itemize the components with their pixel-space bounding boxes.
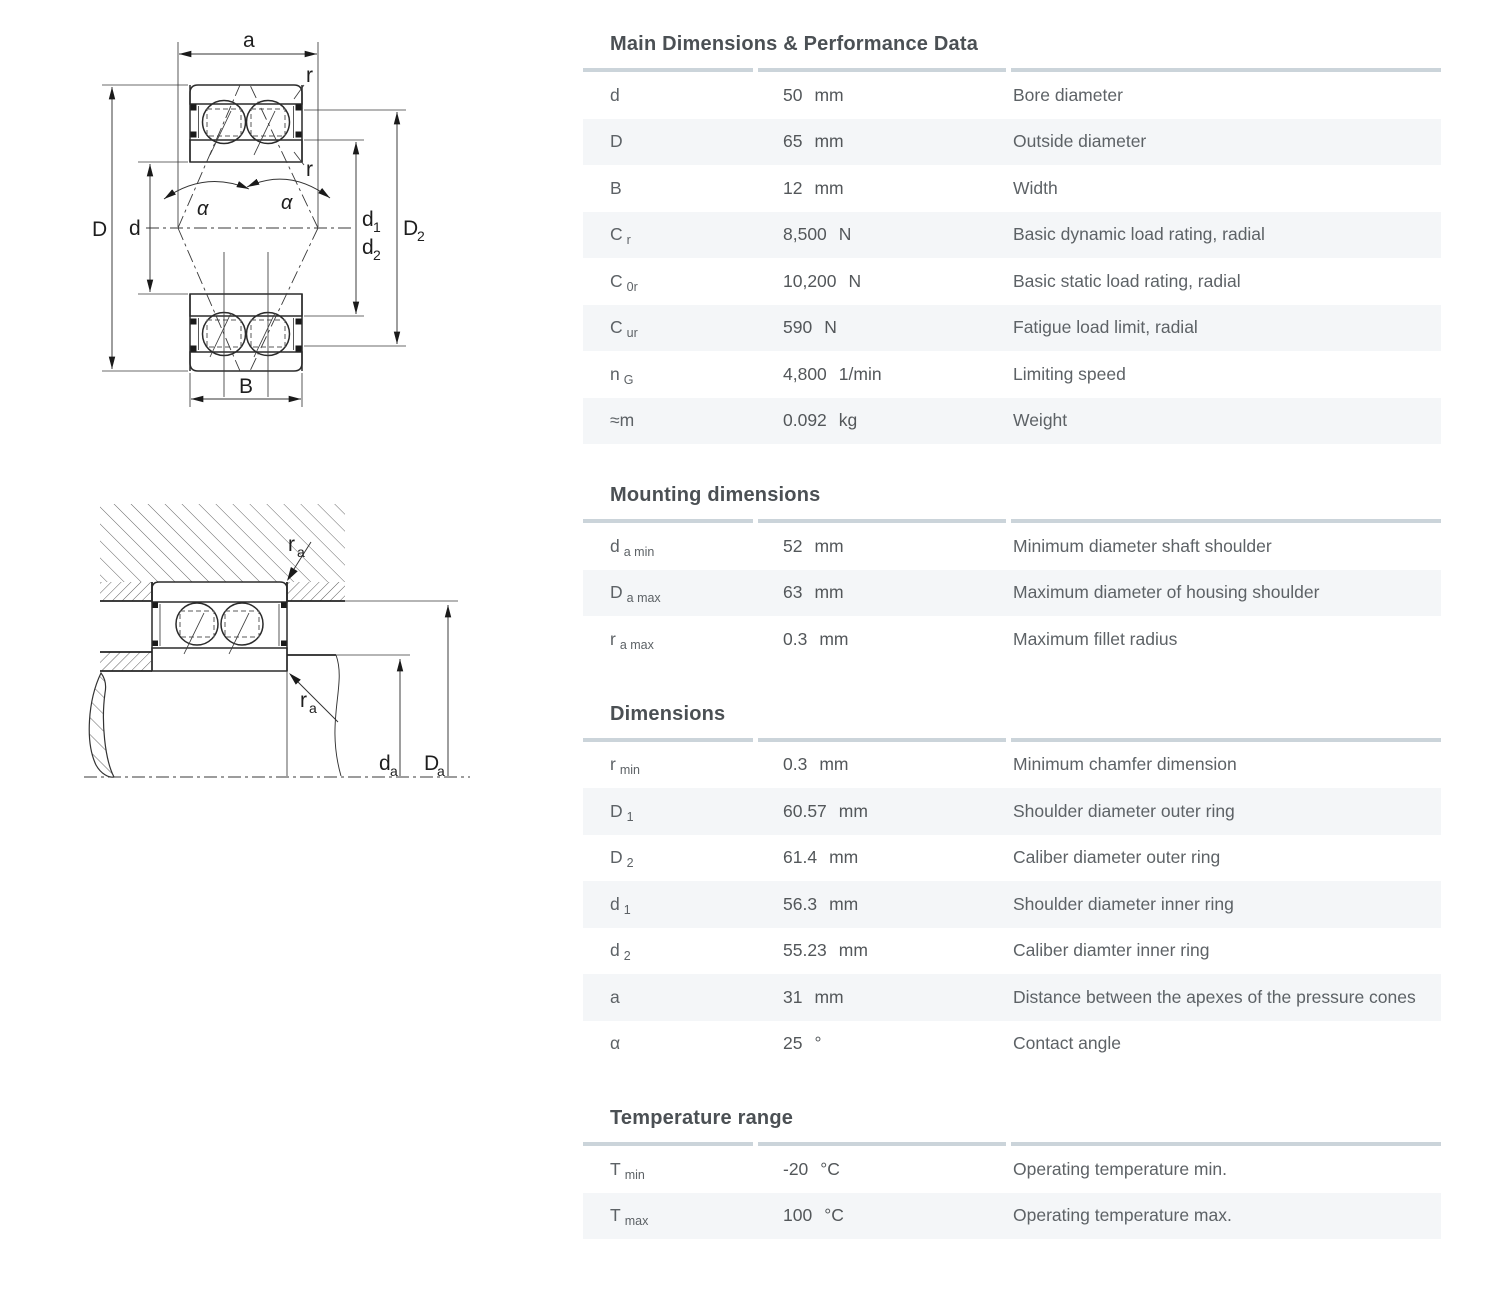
symbol-cell — [583, 847, 755, 871]
value-number: 4,800 — [783, 363, 827, 384]
table-header-rule — [583, 68, 1441, 72]
value-number: -20 — [783, 1158, 809, 1179]
rule-segment — [758, 738, 1006, 742]
value-unit: mm — [814, 177, 844, 198]
symbol-subscript: min — [624, 1167, 645, 1182]
symbol-base: T — [610, 1158, 621, 1179]
housing-shoulder-right — [287, 582, 345, 601]
value-number: 0.092 — [783, 410, 827, 431]
spec-tables — [583, 33, 1441, 1279]
dim-label-a: a — [243, 29, 255, 52]
table-header-rule — [583, 738, 1441, 742]
value-unit: mm — [819, 754, 849, 775]
value-cell — [755, 178, 1008, 199]
section-title: Dimensions — [610, 702, 726, 725]
description-cell: Shoulder diameter outer ring — [1013, 800, 1235, 821]
symbol-base: r — [610, 628, 616, 649]
dim-label-d2-sub: 2 — [373, 247, 381, 263]
value-number: 63 — [783, 582, 803, 603]
value-number: 0.3 — [783, 628, 808, 649]
table-row — [583, 974, 1441, 1021]
shaft-shoulder — [100, 652, 152, 671]
symbol-base: T — [610, 1205, 621, 1226]
value-number: 0.3 — [783, 754, 808, 775]
seal-marks — [153, 603, 287, 647]
value-number: 50 — [783, 84, 803, 105]
symbol-subscript: r — [626, 233, 631, 248]
table-row — [583, 305, 1441, 352]
rule-segment — [1011, 1142, 1441, 1146]
value-number: 65 — [783, 131, 803, 152]
symbol-cell — [583, 271, 755, 292]
description-cell: Shoulder diameter inner ring — [1013, 893, 1234, 914]
dim-label-Da: D — [424, 752, 440, 775]
value-unit: mm — [819, 628, 849, 649]
section-title: Temperature range — [610, 1107, 794, 1129]
symbol-cell — [583, 364, 755, 385]
value-number: 56.3 — [783, 893, 818, 914]
value-cell — [755, 582, 1008, 603]
value-cell — [755, 894, 1008, 915]
value-cell — [755, 224, 1008, 245]
symbol-base: D — [610, 800, 623, 821]
table-row — [583, 570, 1441, 617]
dim-label-D2: D — [403, 217, 419, 240]
symbol-cell — [583, 894, 755, 915]
symbol-cell — [583, 1205, 755, 1229]
value-number: 55.23 — [783, 940, 827, 961]
description-cell: Width — [1013, 177, 1058, 198]
symbol-cell — [583, 940, 755, 964]
value-cell — [755, 536, 1008, 557]
symbol-base: d — [610, 535, 620, 556]
housing-section — [100, 504, 345, 582]
description-cell: Basic static load rating, radial — [1013, 270, 1241, 291]
symbol-cell — [583, 1159, 755, 1180]
dim-label-ra-bottom-sub: a — [309, 700, 317, 716]
symbol-base: C — [610, 270, 623, 291]
table-row — [583, 742, 1441, 789]
description-cell: Outside diameter — [1013, 131, 1147, 152]
value-cell — [755, 364, 1008, 385]
value-unit: 1/min — [838, 363, 882, 384]
symbol-cell — [583, 987, 755, 1008]
dim-label-d2: d — [362, 236, 374, 259]
description-cell: Limiting speed — [1013, 363, 1126, 384]
symbol-cell — [583, 131, 755, 152]
dim-label-d1: d — [362, 208, 374, 231]
value-unit: N — [848, 270, 862, 291]
symbol-base: r — [610, 754, 616, 775]
table-row — [583, 258, 1441, 305]
symbol-cell — [583, 629, 755, 650]
description-cell: Minimum chamfer dimension — [1013, 754, 1237, 775]
value-cell — [755, 629, 1008, 650]
value-cell — [755, 410, 1008, 431]
mounting-dimensions-drawing — [84, 504, 470, 779]
symbol-cell — [583, 317, 755, 341]
table-row — [583, 928, 1441, 975]
spec-section — [583, 33, 1441, 444]
value-unit: kg — [838, 410, 858, 431]
value-unit: mm — [814, 986, 844, 1007]
description-cell: Bore diameter — [1013, 84, 1123, 105]
symbol-cell — [583, 754, 755, 778]
description-cell: Operating temperature min. — [1013, 1158, 1227, 1179]
value-number: 12 — [783, 177, 803, 198]
rule-segment — [758, 68, 1006, 72]
symbol-base: d — [610, 84, 620, 105]
symbol-cell — [583, 582, 755, 606]
table-row — [583, 351, 1441, 398]
symbol-subscript: min — [619, 763, 640, 778]
symbol-subscript: a max — [619, 637, 654, 652]
symbol-subscript: 2 — [623, 949, 631, 964]
value-unit: mm — [814, 131, 844, 152]
spec-section — [583, 703, 1441, 1068]
table-header-rule — [583, 519, 1441, 523]
ball — [247, 101, 290, 144]
section-title: Mounting dimensions — [610, 484, 821, 506]
rule-segment — [583, 68, 753, 72]
value-cell — [755, 1205, 1008, 1226]
value-cell — [755, 801, 1008, 822]
rule-segment — [1011, 738, 1441, 742]
value-unit: N — [838, 224, 852, 245]
description-cell: Maximum diameter of housing shoulder — [1013, 582, 1320, 603]
dim-label-d: d — [129, 217, 141, 240]
dim-label-da: d — [379, 752, 391, 775]
symbol-base: d — [610, 940, 620, 961]
symbol-base: α — [610, 1033, 621, 1054]
value-cell — [755, 85, 1008, 106]
value-unit: ° — [814, 1033, 822, 1054]
table-row — [583, 72, 1441, 119]
value-unit: mm — [829, 847, 859, 868]
value-unit: °C — [820, 1158, 840, 1179]
rule-segment — [758, 519, 1006, 523]
symbol-cell — [583, 85, 755, 106]
table-row — [583, 523, 1441, 570]
value-unit: mm — [829, 893, 859, 914]
bearing-cross-section-drawing — [92, 29, 425, 407]
value-number: 8,500 — [783, 224, 827, 245]
table-rows — [583, 523, 1441, 663]
symbol-cell — [583, 410, 755, 431]
value-cell — [755, 1033, 1008, 1054]
symbol-base: B — [610, 177, 622, 198]
shaft-break-line — [335, 655, 341, 776]
value-number: 61.4 — [783, 847, 818, 868]
symbol-subscript: 2 — [626, 856, 634, 871]
outer-ring-bottom — [190, 352, 302, 371]
symbol-base: C — [610, 224, 623, 245]
description-cell: Fatigue load limit, radial — [1013, 317, 1198, 338]
section-title: Main Dimensions & Performance Data — [610, 33, 979, 55]
value-unit: °C — [824, 1205, 844, 1226]
table-row — [583, 616, 1441, 663]
symbol-cell — [583, 178, 755, 199]
symbol-cell — [583, 536, 755, 557]
symbol-subscript: 0r — [626, 279, 638, 294]
symbol-cell — [583, 224, 755, 248]
value-number: 31 — [783, 986, 803, 1007]
rule-segment — [758, 1142, 1006, 1146]
table-row — [583, 212, 1441, 259]
bearing-outer-ring — [152, 582, 287, 602]
ball — [176, 603, 218, 645]
table-row — [583, 398, 1441, 445]
symbol-base: D — [610, 582, 623, 603]
table-row — [583, 881, 1441, 928]
symbol-subscript: 1 — [626, 809, 634, 824]
table-rows — [583, 1146, 1441, 1239]
table-rows — [583, 742, 1441, 1068]
dim-label-alpha-right: α — [281, 192, 293, 214]
dim-label-ra-bottom: r — [300, 689, 307, 712]
value-cell — [755, 940, 1008, 961]
description-cell: Operating temperature max. — [1013, 1205, 1232, 1226]
table-row — [583, 119, 1441, 166]
technical-drawings — [0, 0, 560, 1307]
value-number: 60.57 — [783, 800, 827, 821]
value-unit: mm — [838, 940, 868, 961]
description-cell: Basic dynamic load rating, radial — [1013, 224, 1265, 245]
shaft-break — [89, 673, 114, 777]
value-unit: mm — [814, 84, 844, 105]
symbol-base: C — [610, 317, 623, 338]
spec-section — [583, 484, 1441, 663]
symbol-base: D — [610, 847, 623, 868]
value-number: 590 — [783, 317, 813, 338]
value-cell — [755, 271, 1008, 292]
symbol-base: ≈m — [610, 410, 635, 431]
value-cell — [755, 131, 1008, 152]
rule-segment — [583, 738, 753, 742]
value-cell — [755, 754, 1008, 775]
dim-label-D2-sub: 2 — [417, 228, 425, 244]
value-number: 100 — [783, 1205, 813, 1226]
symbol-base: n — [610, 363, 620, 384]
symbol-cell — [583, 1033, 755, 1054]
rule-segment — [583, 1142, 753, 1146]
description-cell: Caliber diamter inner ring — [1013, 940, 1210, 961]
outer-ring-top — [190, 85, 302, 104]
description-cell: Caliber diameter outer ring — [1013, 847, 1221, 868]
symbol-subscript: 1 — [623, 902, 631, 917]
value-number: 25 — [783, 1033, 803, 1054]
symbol-base: D — [610, 131, 623, 152]
dim-label-r-mid: r — [306, 158, 313, 181]
dim-label-ra-top-sub: a — [297, 544, 305, 560]
value-number: 52 — [783, 535, 803, 556]
dim-label-alpha-left: α — [197, 198, 209, 220]
value-unit: N — [824, 317, 837, 338]
dim-label-D: D — [92, 218, 108, 241]
description-cell: Distance between the apexes of the pressure cones — [1013, 986, 1416, 1007]
value-cell — [755, 1159, 1008, 1180]
table-row — [583, 1193, 1441, 1240]
table-row — [583, 835, 1441, 882]
value-unit: mm — [838, 800, 868, 821]
table-row — [583, 788, 1441, 835]
value-cell — [755, 987, 1008, 1008]
bearing-inner-ring — [152, 648, 287, 671]
description-cell: Maximum fillet radius — [1013, 628, 1178, 649]
table-row — [583, 1021, 1441, 1068]
spec-section — [583, 1107, 1441, 1239]
symbol-subscript: max — [624, 1214, 649, 1229]
table-header-rule — [583, 1142, 1441, 1146]
symbol-subscript: G — [623, 372, 634, 387]
symbol-base: d — [610, 893, 620, 914]
symbol-cell — [583, 801, 755, 822]
value-number: 10,200 — [783, 270, 837, 291]
value-unit: mm — [814, 535, 844, 556]
description-cell: Weight — [1013, 410, 1068, 431]
description-cell: Minimum diameter shaft shoulder — [1013, 535, 1272, 556]
table-row — [583, 1146, 1441, 1193]
symbol-subscript: a max — [626, 591, 661, 606]
rule-segment — [583, 519, 753, 523]
dim-label-r-top: r — [306, 64, 313, 87]
table-row — [583, 165, 1441, 212]
dim-label-Da-sub: a — [437, 763, 445, 779]
housing-shoulder-left — [100, 582, 152, 601]
value-unit: mm — [814, 582, 844, 603]
symbol-subscript: a min — [623, 544, 655, 559]
ball — [221, 603, 263, 645]
dim-label-B: B — [239, 375, 254, 398]
dim-label-d1-sub: 1 — [373, 219, 381, 235]
description-cell: Contact angle — [1013, 1033, 1121, 1054]
table-rows — [583, 72, 1441, 444]
value-cell — [755, 317, 1008, 338]
symbol-base: a — [610, 986, 620, 1007]
symbol-subscript: ur — [626, 326, 638, 341]
rule-segment — [1011, 519, 1441, 523]
dim-label-ra-top: r — [288, 533, 295, 556]
value-cell — [755, 847, 1008, 868]
dim-label-da-sub: a — [390, 763, 398, 779]
rule-segment — [1011, 68, 1441, 72]
